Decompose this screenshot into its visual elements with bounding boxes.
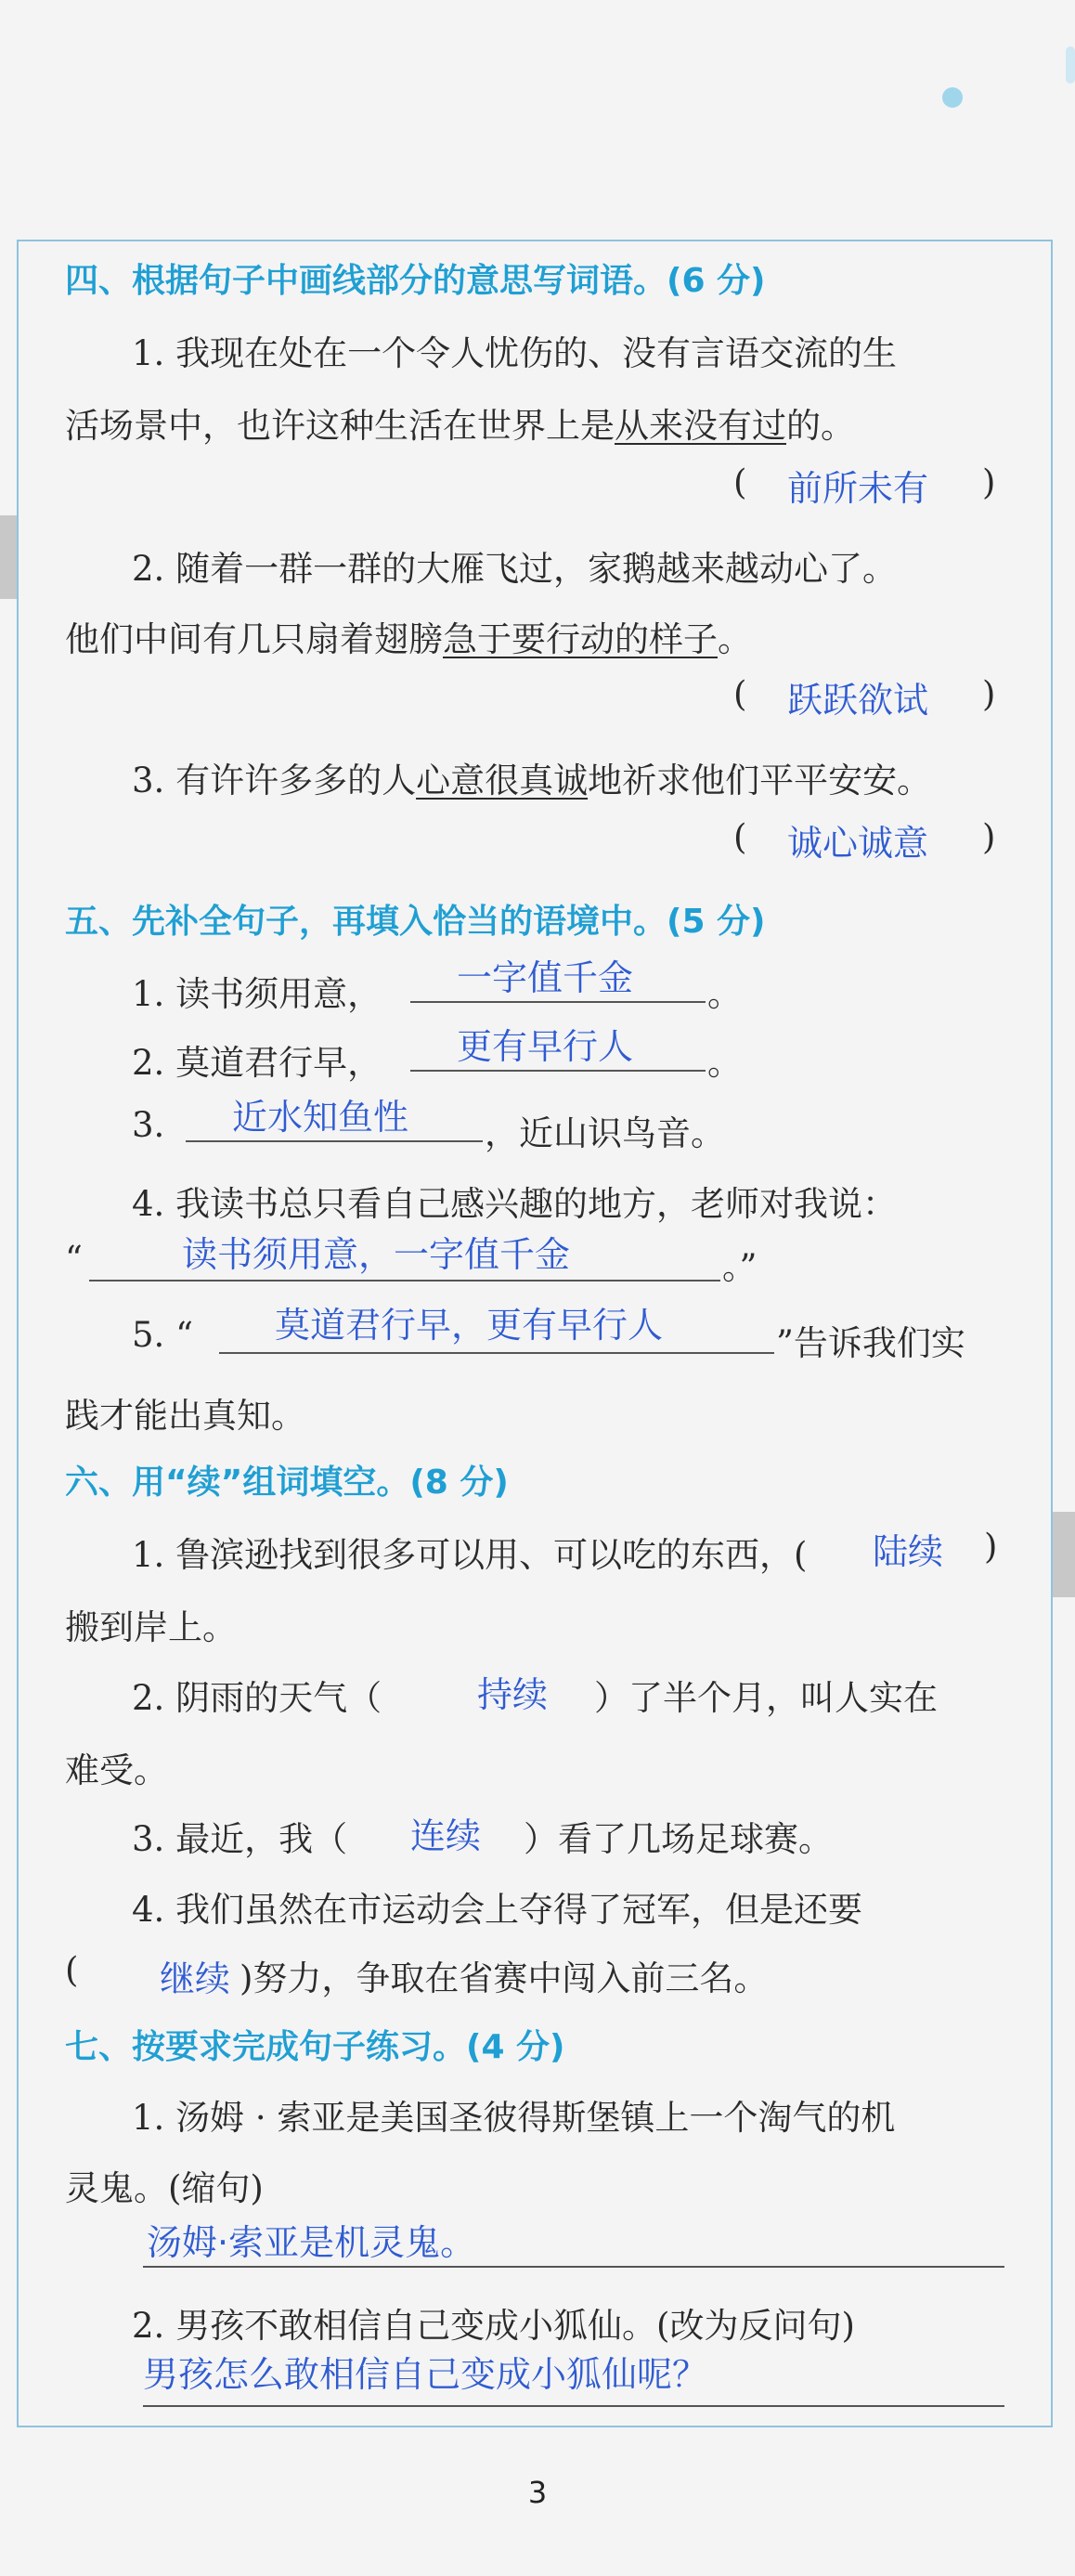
s5-q3-num: 3.	[132, 1105, 165, 1145]
s6-q4-open: (	[65, 1950, 79, 1990]
s6-q2-text-a: 2. 阴雨的天气（	[132, 1678, 382, 1718]
s4-q3-answer[interactable]: 诚心诚意	[787, 823, 929, 864]
s4-q1-line1: 1. 我现在处在一个令人忧伤的、没有言语交流的生	[132, 333, 898, 373]
s4-q2-line2: 他们中间有几只扇着翅膀急于要行动的样子。	[65, 619, 752, 659]
s5-q5-answer[interactable]: 莫道君行早，更有早行人	[275, 1305, 664, 1346]
s5-q4-blank	[89, 1280, 720, 1281]
s4-q2-answer[interactable]: 跃跃欲试	[787, 680, 929, 721]
s5-q2-answer[interactable]: 更有早行人	[457, 1026, 634, 1067]
s4-q3-line1: 3. 有许许多多的人心意很真诚地祈求他们平平安安。	[132, 761, 932, 800]
s4-q1-line2: 活场景中，也许这种生活在世界上是从来没有过的。	[65, 406, 855, 446]
s6-q1-line2: 搬到岸上。	[65, 1607, 237, 1647]
s6-q3-answer[interactable]: 连续	[410, 1815, 482, 1856]
s5-q5-blank	[219, 1352, 774, 1354]
s6-q4-answer[interactable]: 继续	[160, 1958, 231, 1999]
decorative-mark	[1066, 46, 1075, 84]
s4-q3-paren-open: (	[733, 817, 747, 857]
s4-q2-paren-open: (	[733, 674, 747, 714]
section-4-title: 四、根据句子中画线部分的意思写词语。(6 分)	[65, 262, 766, 300]
s5-q3-answer[interactable]: 近水知鱼性	[232, 1097, 409, 1138]
s6-q4-line1: 4. 我们虽然在市运动会上夺得了冠军，但是还要	[132, 1890, 863, 1930]
s5-q2-text: 2. 莫道君行早，	[132, 1043, 382, 1083]
s4-q1-paren-close: )	[982, 462, 996, 502]
s7-q2-answer[interactable]: 男孩怎么敢相信自己变成小狐仙呢？	[143, 2354, 708, 2395]
s5-q1-text: 1. 读书须用意，	[132, 974, 382, 1014]
s5-q1-blank	[410, 1001, 706, 1003]
s6-q1-text: 1. 鲁滨逊找到很多可以用、可以吃的东西，(	[132, 1535, 808, 1575]
s6-q2-answer[interactable]: 持续	[477, 1674, 549, 1715]
s4-q1-answer[interactable]: 前所未有	[787, 468, 929, 509]
s5-q4-open-quote: “	[65, 1239, 83, 1279]
s4-q2-line1: 2. 随着一群一群的大雁飞过，家鹅越来越动心了。	[132, 549, 898, 589]
s7-q2-line1: 2. 男孩不敢相信自己变成小狐仙。(改为反问句)	[132, 2306, 855, 2346]
s6-q4-text-b: )努力，争取在省赛中闯入前三名。	[240, 1958, 769, 1998]
right-edge-tab	[1051, 1512, 1075, 1597]
s5-q4-close: 。”	[722, 1247, 758, 1287]
section-7-title: 七、按要求完成句子练习。(4 分)	[65, 2028, 565, 2066]
s5-q4-line1: 4. 我读书总只看自己感兴趣的地方，老师对我说：	[132, 1184, 898, 1224]
decorative-dot	[942, 87, 963, 108]
s5-q3-text: ，近山识鸟音。	[485, 1113, 725, 1153]
s6-q2-line2: 难受。	[65, 1750, 168, 1790]
s5-q1-end: 。	[707, 974, 742, 1014]
section-5-title: 五、先补全句子，再填入恰当的语境中。(5 分)	[65, 903, 766, 941]
page-number: 3	[527, 2475, 548, 2510]
s6-q3-text-b: ）看了几场足球赛。	[524, 1819, 833, 1859]
s7-q1-line2: 灵鬼。(缩句)	[65, 2168, 264, 2208]
section-6-title: 六、用“续”组词填空。(8 分)	[65, 1464, 509, 1502]
s5-q2-blank	[410, 1070, 706, 1072]
s6-q2-text-b: ）了半个月，叫人实在	[594, 1678, 938, 1718]
left-edge-tab	[0, 515, 19, 599]
s4-q3-paren-close: )	[982, 817, 996, 857]
s6-q1-close: )	[984, 1527, 998, 1567]
s7-q2-answer-line	[143, 2405, 1004, 2407]
s5-q5-num: 5. “	[132, 1315, 193, 1355]
s5-q1-answer[interactable]: 一字值千金	[457, 957, 634, 998]
s7-q1-line1: 1. 汤姆 · 索亚是美国圣彼得斯堡镇上一个淘气的机	[132, 2098, 896, 2138]
s7-q1-answer[interactable]: 汤姆·索亚是机灵鬼。	[147, 2222, 476, 2263]
s5-q3-blank	[186, 1140, 483, 1142]
s5-q5-line2: 践才能出真知。	[65, 1396, 305, 1436]
s5-q5-text: ”告诉我们实	[776, 1323, 965, 1363]
s4-q1-paren-open: (	[733, 462, 747, 502]
s5-q4-answer[interactable]: 读书须用意，一字值千金	[182, 1234, 571, 1275]
s5-q2-end: 。	[707, 1043, 742, 1083]
s4-q2-paren-close: )	[982, 674, 996, 714]
s6-q1-answer[interactable]: 陆续	[873, 1531, 944, 1572]
s6-q3-text-a: 3. 最近，我（	[132, 1819, 348, 1859]
s7-q1-answer-line	[143, 2266, 1004, 2268]
